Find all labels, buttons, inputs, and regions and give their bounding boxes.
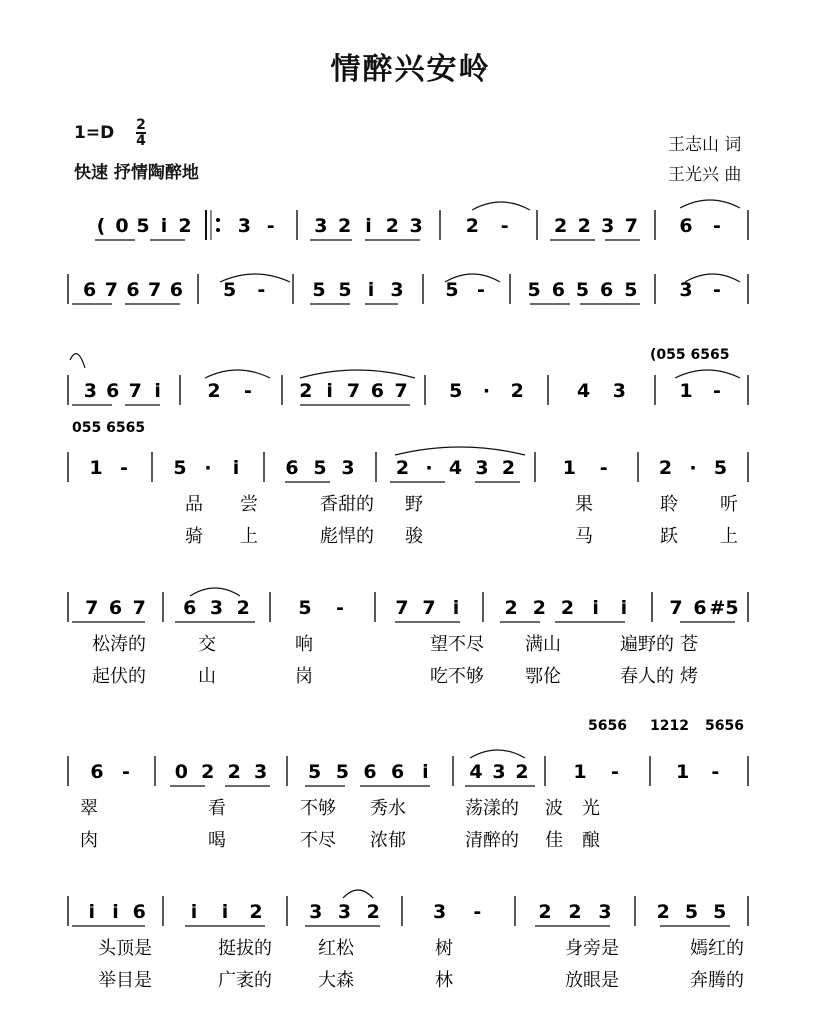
cue-notes: (055 6565 [650, 347, 730, 363]
note-symbol: 2 [338, 215, 352, 237]
note-symbol: 3 [492, 761, 506, 783]
cue-notes: 055 6565 [72, 420, 146, 436]
note-symbol: i [190, 901, 198, 923]
note-symbol: 7 [104, 279, 118, 301]
lyricist-credit: 王志山 词 [668, 135, 742, 155]
lyric-verse-1: 松涛的 [92, 634, 146, 655]
note-symbol: · [482, 380, 491, 402]
note-symbol: 6 [183, 597, 197, 619]
note-symbol: 2 [236, 597, 250, 619]
lyric-verse-2: 骏 [405, 526, 423, 547]
note-symbol: 7 [624, 215, 639, 237]
note-symbol: 2 [656, 901, 670, 923]
note-symbol: i [422, 761, 429, 783]
lyric-verse-1: 不够 [300, 798, 336, 819]
note-symbol: 5 [338, 279, 352, 301]
note-symbol: 7 [669, 597, 683, 619]
note-symbol: - [336, 597, 344, 619]
note-symbol: 6 [126, 279, 140, 301]
note-symbol: 3 [433, 901, 447, 923]
note-symbol: 2 [249, 901, 263, 923]
lyric-verse-2: 浓郁 [370, 830, 406, 851]
note-symbol: 1 [573, 761, 587, 783]
note-symbol: - [266, 215, 275, 237]
lyric-verse-1: 品 [185, 494, 203, 515]
note-symbol: 1 [562, 457, 576, 479]
note-symbol: · [689, 457, 697, 479]
lyric-verse-2: 岗 [295, 666, 313, 687]
note-symbol: 2 [515, 761, 529, 783]
note-symbol: 6 [132, 901, 146, 923]
lyric-verse-2: 上 [720, 526, 738, 547]
slur-arc [70, 354, 85, 368]
lyric-verse-1: 树 [435, 938, 453, 959]
lyric-verse-2: 酿 [582, 830, 600, 851]
note-symbol: 6 [551, 279, 565, 301]
slur-arc [675, 370, 740, 378]
note-symbol: i [620, 597, 628, 619]
lyric-verse-2: 举目是 [98, 970, 152, 991]
note-symbol: - [713, 215, 721, 237]
note-symbol: 6 [108, 597, 123, 619]
note-symbol: 5 [575, 279, 590, 301]
note-symbol: 5 [624, 279, 638, 301]
note-symbol: - [711, 761, 720, 783]
note-symbol: 5 [449, 380, 463, 402]
note-symbol: 3 [314, 215, 328, 237]
note-symbol: 6 [600, 279, 614, 301]
note-symbol: 2 [568, 901, 582, 923]
note-symbol: 2 [395, 457, 410, 479]
note-symbol: 3 [475, 457, 489, 479]
cue-notes: 5656 [588, 718, 627, 734]
lyric-verse-1: 红松 [318, 938, 354, 959]
lyric-verse-2: 马 [575, 526, 593, 547]
lyric-verse-1: 挺拔的 [218, 938, 272, 959]
note-symbol: - [122, 761, 130, 783]
slur-arc [680, 200, 740, 208]
note-symbol: 0 [174, 761, 189, 783]
page-title: 情醉兴安岭 [330, 52, 491, 87]
note-symbol: - [244, 380, 252, 402]
lyric-verse-1: 看 [208, 798, 226, 819]
repeat-dot [216, 228, 220, 232]
note-symbol: 2 [532, 597, 546, 619]
note-symbol: 6 [106, 380, 120, 402]
lyric-verse-2: 彪悍的 [320, 526, 374, 547]
lyric-verse-1: 满山 [525, 634, 561, 655]
note-symbol: - [713, 380, 721, 402]
note-symbol: - [120, 457, 128, 479]
note-symbol: - [500, 215, 509, 237]
composer-credit: 王光兴 曲 [668, 165, 742, 185]
lyric-verse-1: 交 [198, 634, 216, 655]
lyric-verse-2: 放眼是 [565, 970, 619, 991]
slur-arc [300, 370, 415, 378]
lyric-verse-1: 苍 [680, 634, 698, 655]
note-symbol: - [599, 457, 608, 479]
note-symbol: 2 [553, 215, 568, 237]
note-symbol: 3 [337, 901, 352, 923]
note-symbol: 5 [313, 457, 327, 479]
note-symbol: 2 [465, 215, 479, 237]
note-symbol: 3 [237, 215, 251, 237]
note-symbol: 2 [227, 761, 241, 783]
lyric-verse-1: 听 [720, 494, 738, 515]
slur-arc [395, 447, 525, 455]
note-symbol: 6 [693, 597, 707, 619]
note-symbol: i [221, 901, 229, 923]
time-signature: $\frac{2}{4}$ [136, 117, 146, 149]
note-symbol: 5 [713, 901, 727, 923]
note-symbol: 2 [538, 901, 552, 923]
note-symbol: 2 [385, 215, 399, 237]
note-symbol: 7 [394, 380, 408, 402]
note-symbol: i [452, 597, 460, 619]
note-symbol: 1 [89, 457, 103, 479]
note-symbol: 5 [445, 279, 459, 301]
note-symbol: ( [96, 215, 106, 237]
note-symbol: 4 [448, 457, 463, 479]
note-symbol: i [592, 597, 599, 619]
lyric-verse-1: 嫣红的 [690, 938, 744, 959]
note-symbol: 6 [391, 761, 405, 783]
note-symbol: 3 [598, 901, 612, 923]
note-symbol: 5 [713, 457, 728, 479]
repeat-dot [216, 218, 220, 222]
lyric-verse-1: 秀水 [370, 798, 406, 819]
lyric-verse-2: 奔腾的 [690, 970, 744, 991]
note-symbol: 5 [136, 215, 150, 237]
note-symbol: #5 [709, 597, 739, 619]
note-symbol: 2 [366, 901, 380, 923]
cue-notes: 1212 [650, 718, 689, 734]
lyric-verse-1: 翠 [80, 798, 98, 819]
lyric-verse-1: 聆 [660, 494, 678, 515]
note-symbol: 2 [560, 597, 575, 619]
note-symbol: 5 [684, 901, 699, 923]
lyric-verse-1: 头顶是 [98, 938, 152, 959]
note-symbol: 5 [308, 761, 322, 783]
note-symbol: 2 [504, 597, 518, 619]
lyric-verse-2: 鄂伦 [525, 666, 561, 687]
note-symbol: 3 [253, 761, 268, 783]
lyric-verse-2: 大森 [318, 970, 354, 991]
lyric-verse-2: 不尽 [300, 830, 336, 851]
note-symbol: 5 [173, 457, 187, 479]
lyric-verse-2: 起伏的 [92, 666, 146, 687]
note-symbol: 2 [299, 380, 313, 402]
note-symbol: 3 [390, 279, 404, 301]
lyric-verse-1: 香甜的 [320, 494, 374, 515]
note-symbol: 6 [285, 457, 299, 479]
note-symbol: i [232, 457, 240, 479]
note-symbol: 5 [527, 279, 541, 301]
note-symbol: 7 [132, 597, 146, 619]
note-symbol: 3 [409, 215, 423, 237]
lyric-verse-1: 光 [582, 798, 600, 819]
note-symbol: - [611, 761, 619, 783]
lyric-verse-2: 春人的 [620, 666, 674, 687]
key-label: 1=D [74, 123, 115, 143]
note-symbol: 3 [679, 279, 693, 301]
note-symbol: i [154, 380, 161, 402]
note-symbol: 3 [341, 457, 355, 479]
lyric-verse-2: 上 [240, 526, 258, 547]
lyric-verse-1: 果 [575, 494, 593, 515]
lyric-verse-1: 响 [295, 634, 313, 655]
lyric-verse-2: 林 [435, 970, 453, 991]
slur-arc [470, 750, 525, 758]
note-symbol: - [713, 279, 721, 301]
note-symbol: 6 [169, 279, 183, 301]
lyric-verse-2: 广袤的 [218, 970, 272, 991]
note-symbol: 6 [679, 215, 693, 237]
tempo-marking: 快速 抒情陶醉地 [74, 163, 199, 183]
lyric-verse-1: 遍野的 [620, 634, 674, 655]
note-symbol: - [477, 279, 485, 301]
lyric-verse-1: 望不尽 [430, 634, 484, 655]
note-symbol: 7 [422, 597, 436, 619]
cue-notes: 5656 [705, 718, 744, 734]
note-symbol: 7 [85, 597, 99, 619]
note-symbol: · [204, 457, 212, 479]
note-symbol: 7 [395, 597, 409, 619]
note-symbol: 2 [178, 215, 192, 237]
lyric-verse-2: 佳 [545, 830, 563, 851]
note-symbol: 0 [115, 215, 129, 237]
note-symbol: - [473, 901, 482, 923]
note-symbol: 3 [83, 380, 98, 402]
note-symbol: 7 [148, 279, 162, 301]
note-symbol: 2 [207, 380, 221, 402]
lyric-verse-2: 烤 [680, 666, 698, 687]
lyric-verse-1: 尝 [240, 494, 258, 515]
note-symbol: 2 [501, 457, 516, 479]
lyric-verse-1: 波 [545, 798, 563, 819]
note-symbol: 3 [309, 901, 323, 923]
note-symbol: 1 [676, 761, 690, 783]
slur-arc [205, 370, 270, 378]
slur-arc [343, 890, 373, 898]
note-symbol: 2 [658, 457, 673, 479]
note-symbol: 2 [201, 761, 215, 783]
note-symbol: 2 [510, 380, 524, 402]
note-symbol: i [367, 279, 375, 301]
note-symbol: · [425, 457, 433, 479]
lyric-verse-2: 喝 [208, 830, 226, 851]
lyric-verse-1: 野 [405, 494, 423, 515]
note-symbol: 6 [363, 761, 377, 783]
lyric-verse-2: 跃 [660, 526, 678, 547]
note-symbol: i [365, 215, 372, 237]
slur-arc [472, 202, 530, 210]
note-symbol: i [88, 901, 96, 923]
note-symbol: 1 [679, 380, 693, 402]
note-symbol: 4 [577, 380, 591, 402]
note-symbol: - [257, 279, 266, 301]
note-symbol: i [112, 901, 119, 923]
note-symbol: 6 [370, 380, 384, 402]
note-symbol: i [326, 380, 333, 402]
lyric-verse-2: 清醉的 [465, 830, 519, 851]
note-symbol: 5 [298, 597, 312, 619]
note-symbol: 4 [469, 761, 483, 783]
lyric-verse-2: 肉 [80, 830, 98, 851]
note-symbol: i [160, 215, 168, 237]
note-symbol: 7 [346, 380, 361, 402]
note-symbol: 5 [335, 761, 349, 783]
lyric-verse-2: 骑 [185, 526, 203, 547]
lyric-verse-1: 荡漾的 [465, 798, 519, 819]
note-symbol: 7 [128, 380, 142, 402]
note-symbol: 5 [223, 279, 237, 301]
note-symbol: 2 [577, 215, 591, 237]
note-symbol: 3 [612, 380, 626, 402]
note-symbol: 3 [209, 597, 224, 619]
note-symbol: 3 [601, 215, 615, 237]
slur-arc [190, 588, 240, 596]
note-symbol: 5 [312, 279, 326, 301]
lyric-verse-2: 山 [198, 666, 216, 687]
note-symbol: 6 [90, 761, 104, 783]
note-symbol: 6 [83, 279, 97, 301]
lyric-verse-2: 吃不够 [430, 666, 484, 687]
lyric-verse-1: 身旁是 [565, 938, 619, 959]
